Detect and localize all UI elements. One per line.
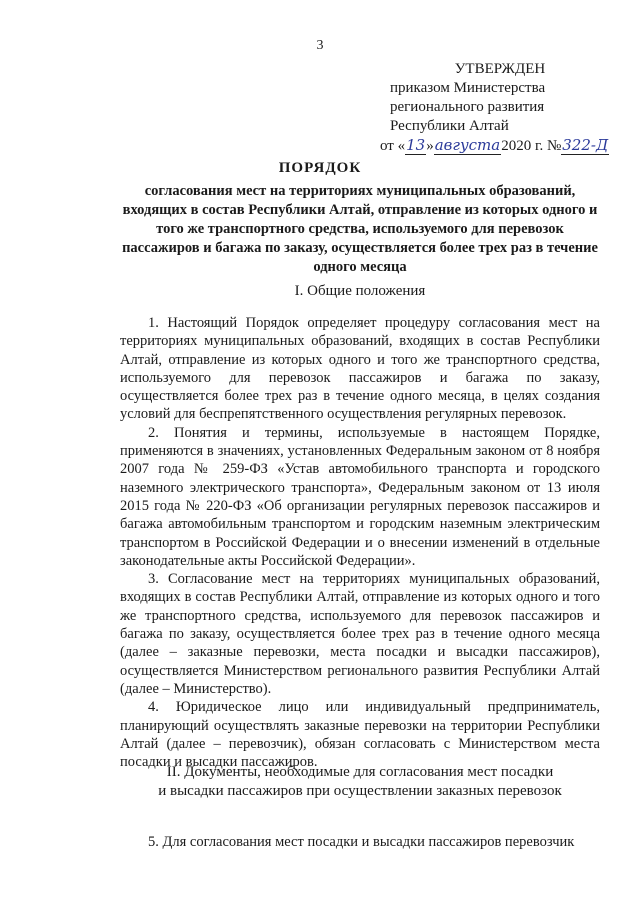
paragraph-5: 5. Для согласования мест посадки и высадки пассажиров перевозчик: [148, 834, 575, 850]
section-2-title-line-1: II. Документы, необходимые для согласования мест посадки: [166, 764, 554, 780]
approval-block: [380, 60, 610, 156]
approval-line-2: регионального развития: [390, 99, 545, 115]
date-year: 2020 г. №: [501, 138, 562, 154]
approval-date-line: [380, 136, 610, 156]
document-subtitle: согласования мест на территориях муниципальных образований, входящих в состав Республики Алтай, отправление из которых одного и того же транспортного средства, используемого для перевозок пассажиров и багажа по заказу, осуществляется более трех раз в течение одного месяца: [122, 183, 598, 275]
paragraph-3: 3. Согласование мест на территориях муниципальных образований, входящих в состав Республики Алтай, отправление из которых одного и того же транспортного средства, используемого для перевозок пассажиров и багажа по заказу, осуществляется более трех раз в течение одного месяца (далее – заказные перевозки, места посадки и высадки пассажиров), осуществляется Министерством регионального развития Республики Алтай (далее – Министерство).: [120, 571, 600, 697]
document-title: ПОРЯДОК: [278, 160, 362, 176]
section-1-title: I. Общие положения: [294, 283, 426, 299]
section-2-title-line-2: и высадки пассажиров при осуществлении заказных перевозок: [158, 783, 562, 799]
paragraph-4: 4. Юридическое лицо или индивидуальный предприниматель, планирующий осуществлять заказные перевозки на территории Республики Алтай (далее – перевозчик), обязан согласовать с Министерством места посадки и высадки пассажиров.: [120, 699, 600, 771]
date-prefix: от «: [380, 138, 406, 154]
date-separator: »: [426, 138, 434, 154]
handwritten-day: 13: [406, 136, 426, 154]
handwritten-month: августа: [434, 136, 501, 154]
page-number: 3: [316, 38, 324, 53]
section-1-body: [120, 314, 600, 771]
approval-line-1: приказом Министерства: [390, 80, 546, 96]
paragraph-2: 2. Понятия и термины, используемые в настоящем Порядке, применяются в значениях, установленных Федеральным законом от 8 ноября 2007 года № 259-ФЗ «Устав автомобильного транспорта и городского наземного электрического транспорта», Федеральным законом от 13 июля 2015 года № 220-ФЗ «Об организации регулярных перевозок пассажиров и багажа автомобильным транспортом и городским наземным электрическим транспортом в Российской Федерации и о внесении изменений в отдельные законодательные акты Российской Федерации».: [120, 424, 600, 569]
section-2-title: [120, 763, 600, 801]
paragraph-1: 1. Настоящий Порядок определяет процедуру согласования мест на территориях муниципальных образований, входящих в состав Республики Алтай, отправление из которых одного и того же транспортного средства, используемого для перевозок пассажиров и багажа по заказу, осуществляется более трех раз в течение одного месяца, в целях создания условий для беспрепятственного осуществления регулярных перевозок.: [120, 315, 600, 423]
approval-line-3: Республики Алтай: [390, 118, 509, 134]
handwritten-order-number: 322-Д: [562, 136, 609, 154]
approval-heading: УТВЕРЖДЕН: [454, 61, 546, 77]
